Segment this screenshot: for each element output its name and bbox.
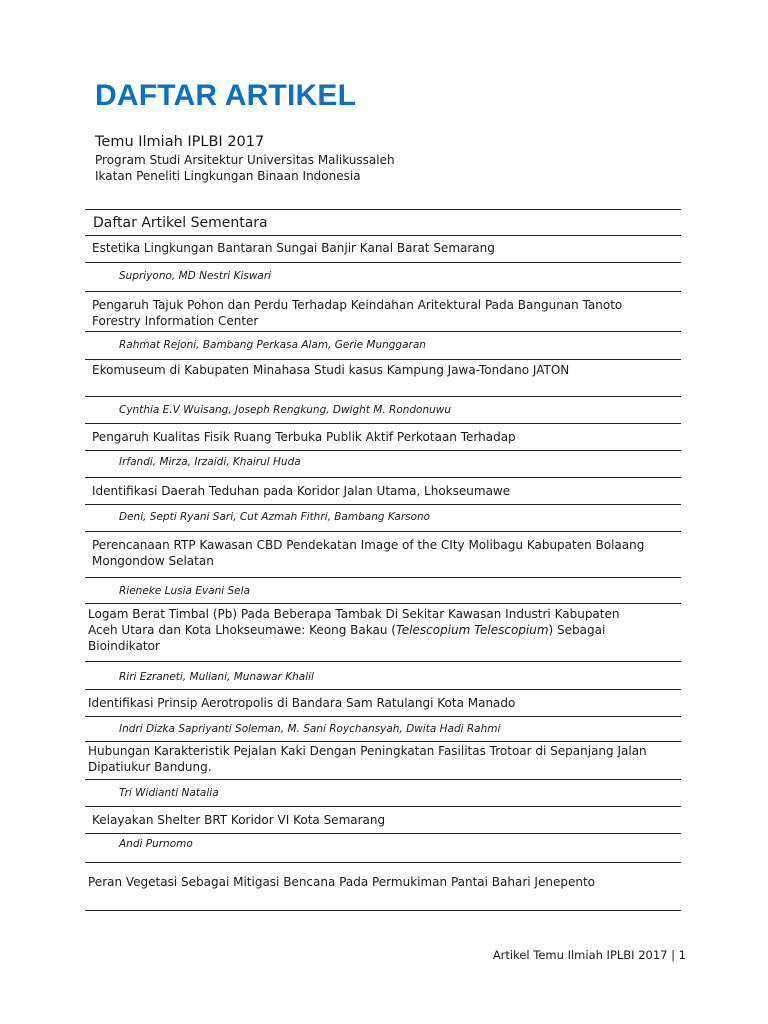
article-author-row	[85, 397, 681, 424]
article-authors: Irfandi, Mirza, Irzaidi, Khairul Huda	[119, 456, 301, 468]
article-author-row	[85, 662, 681, 690]
article-authors: Andi Purnomo	[119, 838, 193, 850]
article-title: Kelayakan Shelter BRT Koridor VI Kota Semarang	[92, 813, 386, 827]
article-authors: Cynthia E.V Wuisang, Joseph Rengkung, Dwight M. Rondonuwu	[119, 404, 452, 416]
article-title-row	[85, 478, 681, 505]
article-title-row	[85, 532, 681, 578]
article-title-row	[85, 424, 681, 451]
page-footer: Artikel Temu Ilmiah IPLBI 2017 | 1	[492, 948, 686, 962]
article-authors: Riri Ezraneti, Muliani, Munawar Khalil	[119, 671, 314, 683]
article-title: Identifikasi Daerah Teduhan pada Koridor Jalan Utama, Lhokseumawe	[92, 484, 511, 498]
article-title: Ekomuseum di Kabupaten Minahasa Studi kasus Kampung Jawa-Tondano JATON	[92, 363, 570, 377]
organizer-line-2: Ikatan Peneliti Lingkungan Binaan Indonesia	[95, 169, 361, 183]
species-name: Telescopium Telescopium	[395, 623, 549, 637]
article-title-row	[85, 360, 681, 397]
article-author-row	[85, 332, 681, 360]
page-title: DAFTAR ARTIKEL	[95, 79, 357, 112]
article-title	[88, 606, 651, 654]
article-title: Identifikasi Prinsip Aerotropolis di Bandara Sam Ratulangi Kota Manado	[88, 696, 516, 710]
article-authors: Rieneke Lusia Evani Sela	[119, 585, 250, 597]
organizer-line-1: Program Studi Arsitektur Universitas Malikussaleh	[95, 153, 395, 167]
article-title-row	[85, 807, 681, 834]
article-authors: Supriyono, MD Nestri Kiswari	[119, 270, 272, 282]
article-title-row	[85, 236, 681, 263]
article-title: Perencanaan RTP Kawasan CBD Pendekatan Image of the CIty Molibagu Kabupaten Bolaang Mongondow Selatan	[92, 538, 645, 568]
article-authors: Deni, Septi Ryani Sari, Cut Azmah Fithri, Bambang Karsono	[119, 511, 431, 523]
article-title: Pengaruh Kualitas Fisik Ruang Terbuka Publik Aktif Perkotaan Terhadap	[92, 430, 516, 444]
article-authors: Rahmat Rejoni, Bambang Perkasa Alam, Gerie Munggaran	[119, 339, 426, 351]
article-author-row	[85, 263, 681, 292]
article-title-row	[85, 863, 681, 911]
article-title-row	[85, 292, 681, 332]
article-title-part: Logam Berat Timbal (Pb) Pada Beberapa Tambak Di Sekitar Kawasan Industri Kabupaten Aceh Utara dan Kota Lhokseumawe: Keong Bakau (	[88, 607, 620, 637]
article-author-row	[85, 834, 681, 863]
article-title-part: ) Sebagai Bioindikator	[88, 623, 606, 653]
article-author-row	[85, 451, 681, 478]
article-author-row	[85, 780, 681, 807]
article-title-row	[85, 742, 681, 780]
article-author-row	[85, 505, 681, 532]
article-authors: Indri Dizka Sapriyanti Soleman, M. Sani Roychansyah, Dwita Hadi Rahmi	[119, 723, 501, 735]
article-title-row	[85, 690, 681, 717]
article-author-row	[85, 578, 681, 604]
article-title: Hubungan Karakteristik Pejalan Kaki Dengan Peningkatan Fasilitas Trotoar di Sepanjang Jalan Dipatiukur Bandung.	[88, 744, 647, 774]
article-list-table	[85, 209, 681, 911]
article-title: Peran Vegetasi Sebagai Mitigasi Bencana Pada Permukiman Pantai Bahari Jenepento	[88, 875, 595, 889]
article-title-row	[85, 604, 681, 662]
article-title: Estetika Lingkungan Bantaran Sungai Banjir Kanal Barat Semarang	[92, 241, 495, 255]
table-heading: Daftar Artikel Sementara	[85, 209, 681, 236]
article-title: Pengaruh Tajuk Pohon dan Perdu Terhadap Keindahan Aritektural Pada Bangunan Tanoto Forestry Information Center	[92, 298, 623, 328]
article-author-row	[85, 717, 681, 742]
article-authors: Tri Widianti Natalia	[119, 787, 219, 799]
event-title: Temu Ilmiah IPLBI 2017	[95, 134, 265, 150]
